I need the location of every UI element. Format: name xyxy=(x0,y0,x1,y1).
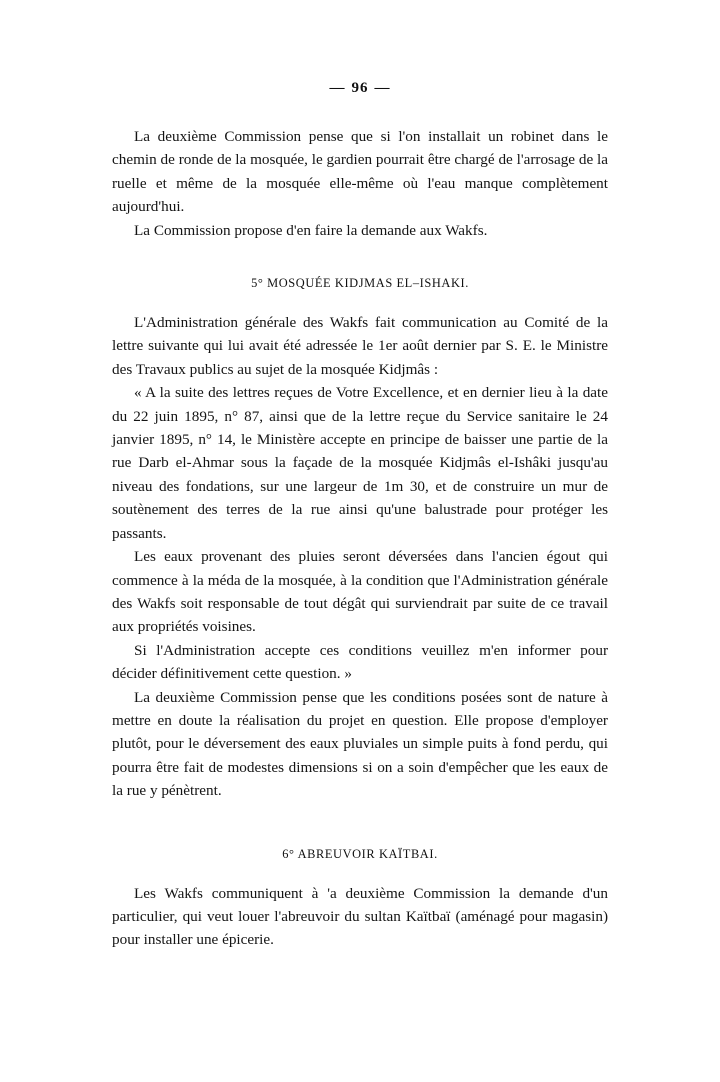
section-number-5: 5° xyxy=(251,276,264,291)
paragraph-5-3: Les eaux provenant des pluies seront déversées dans l'ancien égout qui commence à la méda de la mosquée, à la condition que l'Administration générale des Wakfs soit responsable de tout dégât qui surviendrait par suite de ce travail aux propriétés voisines. xyxy=(112,548,608,636)
section-heading-6 xyxy=(112,847,608,862)
section-5-body xyxy=(112,311,608,803)
intro-block xyxy=(112,125,608,242)
page-content xyxy=(112,80,608,952)
section-heading-5 xyxy=(112,276,608,291)
paragraph-intro-2: La Commission propose d'en faire la demande aux Wakfs. xyxy=(134,221,488,239)
page-folio xyxy=(112,80,608,97)
paragraph-6-1: Les Wakfs communiquent à 'a deuxième Commission la demande d'un particulier, qui veut louer l'abreuvoir du sultan Kaïtbaï (aménagé pour magasin) pour installer une épicerie. xyxy=(112,884,608,949)
section-number-6: 6° xyxy=(282,846,295,861)
folio-dash-left: — xyxy=(329,80,346,96)
section-title-5: MOSQUÉE KIDJMAS EL–ISHAKI. xyxy=(267,276,469,291)
section-title-6: ABREUVOIR KAÏTBAI. xyxy=(297,846,438,861)
section-6-body xyxy=(112,882,608,952)
folio-number: 96 xyxy=(351,80,369,96)
paragraph-5-5: La deuxième Commission pense que les conditions posées sont de nature à mettre en doute la réalisation du projet en question. Elle propose d'employer plutôt, pour le déversement des eaux pluviales un simple puits à fond perdu, qui pourra être fait de modestes dimensions si on a soin d'empêcher que les eaux de la rue y pénètrent. xyxy=(112,688,608,800)
folio-dash-right: — xyxy=(374,80,391,96)
paragraph-intro-1: La deuxième Commission pense que si l'on installait un robinet dans le chemin de ronde de la mosquée, le gardien pourrait être chargé de l'arrosage de la ruelle et même de la mosquée elle-même où l'eau manque complètement aujourd'hui. xyxy=(112,128,608,216)
paragraph-5-2: « A la suite des lettres reçues de Votre Excellence, et en dernier lieu à la date du 22 juin 1895, n° 87, ainsi que de la lettre reçue du Service sanitaire le 24 janvier 1895, n° 14, le Ministère accepte en principe de baisser une partie de la rue Darb el-Ahmar sous la façade de la mosquée Kidjmâs el-Ishâki jusqu'au niveau des fondations, sur une largeur de 1m 30, et de construire un mur de soutènement des terres de la rue ainsi qu'une balustrade pour protéger les passants. xyxy=(112,384,608,542)
paragraph-5-1: L'Administration générale des Wakfs fait communication au Comité de la lettre suivante qui lui avait été adressée le 1er août dernier par S. E. le Ministre des Travaux publics au sujet de la mosquée Kidjmâs : xyxy=(112,314,608,378)
paragraph-5-4: Si l'Administration accepte ces conditions veuillez m'en informer pour décider définitivement cette question. » xyxy=(112,641,608,683)
